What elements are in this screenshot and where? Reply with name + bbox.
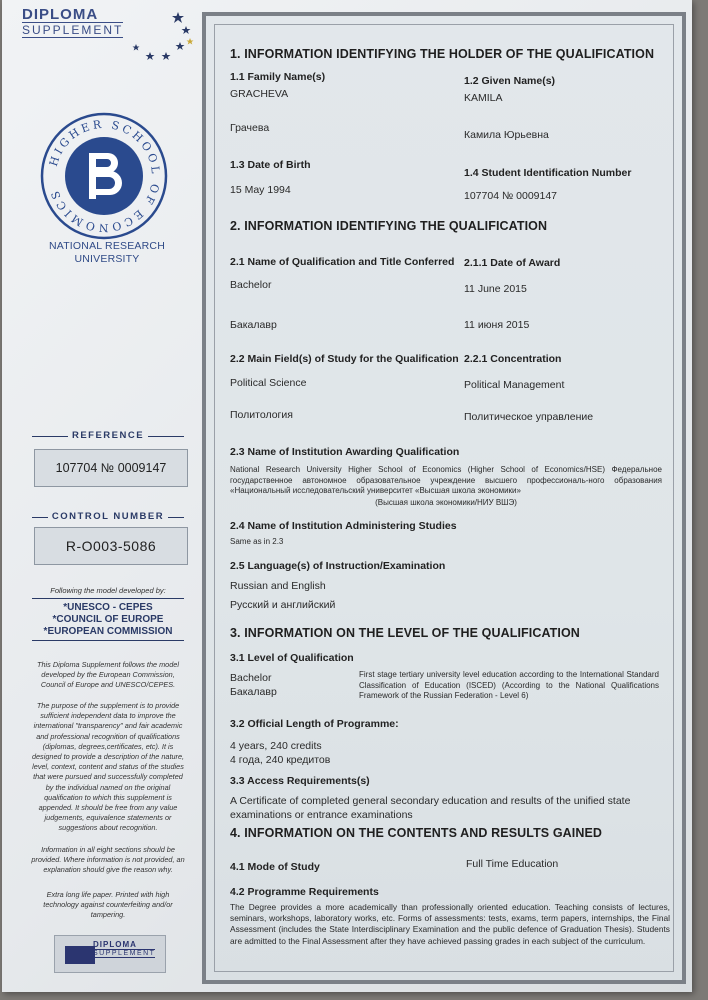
mini-logo-supplement: SUPPLEMENT	[93, 950, 156, 957]
document-sheet	[2, 0, 692, 992]
date-of-birth-label: 1.3 Date of Birth	[230, 159, 311, 171]
section-4-title: 4. INFORMATION ON THE CONTENTS AND RESULTS GAINED	[230, 826, 603, 840]
logo-diploma-word: DIPLOMA	[22, 6, 99, 23]
seal-text: HIGHER SCHOOL OF ECONOMICS	[46, 117, 163, 235]
content-panel	[202, 12, 686, 984]
language-ru: Русский и английский	[230, 599, 336, 611]
date-of-award-en: 11 June 2015	[464, 283, 527, 295]
section-1-title: 1. INFORMATION IDENTIFYING THE HOLDER OF THE QUALIFICATION	[230, 47, 655, 61]
mini-logo-diploma: DIPLOMA	[93, 940, 137, 949]
student-id-label: 1.4 Student Identification Number	[464, 167, 632, 179]
institution-name-line1: NATIONAL RESEARCH	[48, 240, 165, 252]
sections-note-paragraph: Information in all eight sections should be provided. Where information is not provided, an explanation should give the reason why.	[31, 845, 185, 875]
section-3-title: 3. INFORMATION ON THE LEVEL OF THE QUALIFICATION	[230, 626, 580, 640]
concentration-label: 2.2.1 Concentration	[464, 353, 562, 365]
concentration-ru: Политическое управление	[464, 411, 594, 423]
field-of-study-ru: Политология	[230, 409, 293, 421]
model-paragraph: This Diploma Supplement follows the model developed by the European Commission, Council of Europe and UNESCO/CEPES.	[37, 660, 179, 690]
control-number-label: CONTROL NUMBER	[32, 511, 184, 522]
access-requirements-label: 3.3 Access Requirements(s)	[230, 775, 370, 787]
org-unesco: *UNESCO - CEPES	[63, 602, 153, 613]
concentration-en: Political Management	[464, 379, 565, 391]
reference-value: 107704 № 0009147	[34, 449, 188, 487]
language-en: Russian and English	[230, 580, 326, 592]
family-name-label: 1.1 Family Name(s)	[230, 71, 326, 83]
institution-name-line2: UNIVERSITY	[74, 253, 140, 265]
org-commission: *EUROPEAN COMMISSION	[43, 626, 173, 637]
awarding-institution-abbrev: (Высшая школа экономики/НИУ ВШЭ)	[375, 498, 517, 507]
org-council: *COUNCIL OF EUROPE	[52, 614, 164, 625]
family-name-en: GRACHEVA	[230, 88, 289, 100]
programme-length-ru: 4 года, 240 кредитов	[230, 754, 331, 766]
level-en: Bachelor	[230, 672, 272, 684]
level-description: First stage tertiary university level education according to the International Standard Classification of Education (ISCED) (According to the National Qualifications Framework of the Russian Federation - Level 6)	[359, 670, 659, 700]
date-of-award-ru: 11 июня 2015	[464, 319, 530, 331]
date-of-birth-value: 15 May 1994	[230, 184, 291, 196]
student-id-value: 107704 № 0009147	[464, 190, 558, 202]
qualification-name-en: Bachelor	[230, 279, 272, 291]
section-2-title: 2. INFORMATION IDENTIFYING THE QUALIFICATION	[230, 219, 548, 233]
given-name-label: 1.2 Given Name(s)	[464, 75, 556, 87]
mode-of-study-label: 4.1 Mode of Study	[230, 861, 320, 873]
level-ru: Бакалавр	[230, 686, 277, 698]
administering-institution-text: Same as in 2.3	[230, 537, 284, 546]
access-requirements-line2: examinations or entrance examinations	[230, 809, 413, 821]
purpose-paragraph: The purpose of the supplement is to provide sufficient independent data to improve the international "transparency" and fair academic and professional recognition of qualifications (diplomas, degrees,certificates, etc). It is designed to provide a description of the nature, level, context, content and status of the studies that were pursued and successfully completed by the individual named on the original qualification to which this supplement is appended. It should be free from any value judgements, equivalence statements or suggestions about recognition.	[31, 701, 185, 833]
language-label: 2.5 Language(s) of Instruction/Examination	[230, 560, 446, 572]
programme-length-label: 3.2 Official Length of Programme:	[230, 718, 399, 730]
logo-supplement-word: SUPPLEMENT	[22, 23, 124, 37]
university-seal-icon	[40, 112, 168, 240]
administering-institution-label: 2.4 Name of Institution Administering Studies	[230, 520, 457, 532]
qualification-name-label: 2.1 Name of Qualification and Title Conferred	[230, 256, 455, 268]
awarding-institution-label: 2.3 Name of Institution Awarding Qualification	[230, 446, 460, 458]
mode-of-study-value: Full Time Education	[466, 858, 559, 870]
family-name-ru: Грачева	[230, 122, 270, 134]
control-number-value: R-O003-5086	[34, 527, 188, 565]
diploma-supplement-mini-logo	[54, 935, 166, 973]
model-intro-text: Following the model developed by:	[32, 586, 184, 599]
programme-requirements-label: 4.2 Programme Requirements	[230, 886, 379, 898]
eu-stars-icon	[114, 8, 194, 68]
reference-label: REFERENCE	[32, 430, 184, 441]
awarding-institution-text: National Research University Higher School of Economics (Higher School of Economics/HSE) Федеральное государственное автономное образовательное учреждение высшего профессиональ-ного образования «Национальный исследовательский университет «Высшая школа экономики»	[230, 465, 662, 495]
field-of-study-label: 2.2 Main Field(s) of Study for the Qualification	[230, 353, 459, 365]
access-requirements-line1: A Certificate of completed general secondary education and results of the unified state	[230, 795, 631, 807]
given-name-ru: Камила Юрьевна	[464, 129, 549, 141]
field-of-study-en: Political Science	[230, 377, 307, 389]
date-of-award-label: 2.1.1 Date of Award	[464, 257, 561, 269]
paper-note-paragraph: Extra long life paper. Printed with high technology against counterfeiting and/or tampering.	[43, 890, 173, 920]
given-name-en: KAMILA	[464, 92, 503, 104]
programme-length-en: 4 years, 240 credits	[230, 740, 322, 752]
level-label: 3.1 Level of Qualification	[230, 652, 354, 664]
programme-requirements-text: The Degree provides a more academically than professionally oriented education. Teaching consists of lectures, seminars, workshops, laboratory works, etc. Forms of assessments: tests, exams, term papers, internships, the Final Assessment (includes the State Interdisciplinary Examination and the public defence of Graduation Thesis). Students are admitted to the Final Assessment after they have achieved passing grades in each subject of the curriculum.	[230, 902, 670, 946]
divider	[32, 640, 184, 641]
qualification-name-ru: Бакалавр	[230, 319, 277, 331]
